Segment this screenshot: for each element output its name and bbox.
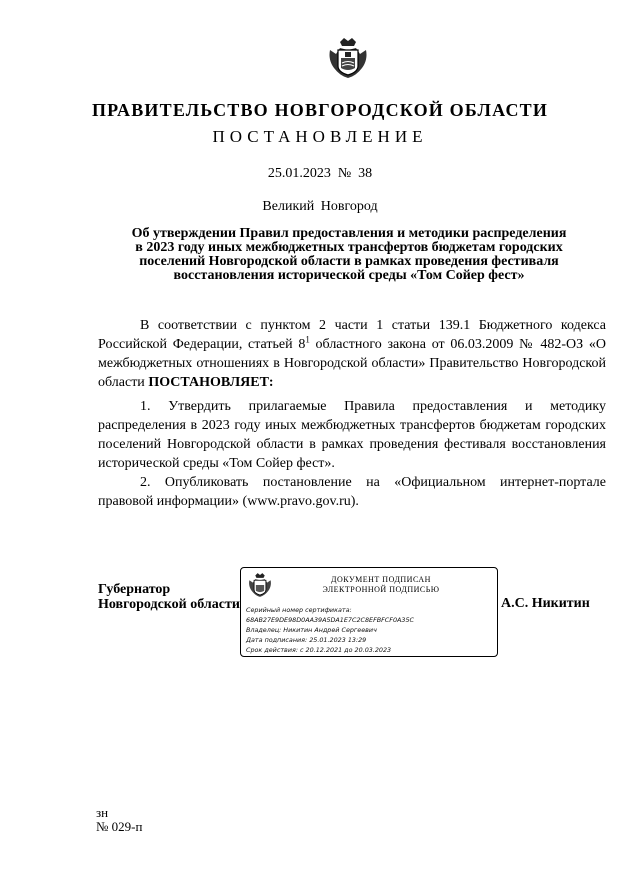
document-footer [96,806,142,834]
paragraph-2: 2. Опубликовать постановление на «Официальном интернет-портале правовой информации» (www.pravo.gov.ru). [98,475,606,509]
title-line: Об утверждении Правил предоставления и методики распределения [131,226,567,241]
electronic-signature-stamp [240,567,498,657]
stamp-serial-label: Серийный номер сертификата: [246,606,352,614]
stamp-heading-line: ДОКУМЕНТ ПОДПИСАН [331,575,431,584]
stamp-emblem-icon [247,572,273,598]
article-superscript: 1 [305,334,310,345]
stamp-validity: Срок действия: с 20.12.2021 до 20.03.2023 [246,646,392,654]
document-type: ПОСТАНОВЛЕНИЕ [212,127,428,146]
title-line: поселений Новгородской области в рамках проведения фестиваля [139,254,559,269]
title-line: восстановления исторической среды «Том Сойер фест» [173,268,525,283]
stamp-signed-date: Дата подписания: 25.01.2023 13:29 [246,636,367,644]
stamp-serial: 68AB27E9DE98D0AA39A5DA1E7C2C8EFBFCF0A35C [246,616,414,624]
footer-line: № 029-п [96,819,143,834]
position-line: Губернатор [98,582,171,597]
preamble-text-1: В соответствии с пунктом 2 части 1 статьи 139.1 Бюджетного кодекса Российской Федерации, статьей 8 [98,318,606,352]
resolves-word: ПОСТАНОВЛЯЕТ: [148,375,274,390]
signer-name: А.С. Никитин [501,596,590,611]
coat-of-arms-emblem [326,36,370,80]
position-line: Новгородской области [98,597,240,612]
government-name: ПРАВИТЕЛЬСТВО НОВГОРОДСКОЙ ОБЛАСТИ [91,100,549,120]
footer-line: зн [96,805,109,820]
stamp-owner: Владелец: Никитин Андрей Сергеевич [246,626,377,634]
city: Великий Новгород [262,199,378,214]
title-line: в 2023 году иных межбюджетных трансфертов бюджетам городских [135,240,563,255]
stamp-heading-line: ЭЛЕКТРОННОЙ ПОДПИСЬЮ [322,585,440,594]
date-and-number: 25.01.2023 № 38 [267,166,373,181]
stamp-heading [281,575,481,595]
signatory-position [98,582,240,612]
paragraph-1: 1. Утвердить прилагаемые Правила предоставления и методику распределения в 2023 году иных межбюджетных трансфертов бюджетам городских поселений Новгородской области в рамках проведения фестиваля восстановления исторической среды «Том Сойер фест». [98,399,606,471]
preamble-paragraph [98,316,606,392]
preamble-text-2: областного закона от 06.03.2009 № 482-ОЗ «О межбюджетных отношениях в Новгородской области» Правительство Новгородской области [98,337,606,390]
document-title [100,227,598,283]
